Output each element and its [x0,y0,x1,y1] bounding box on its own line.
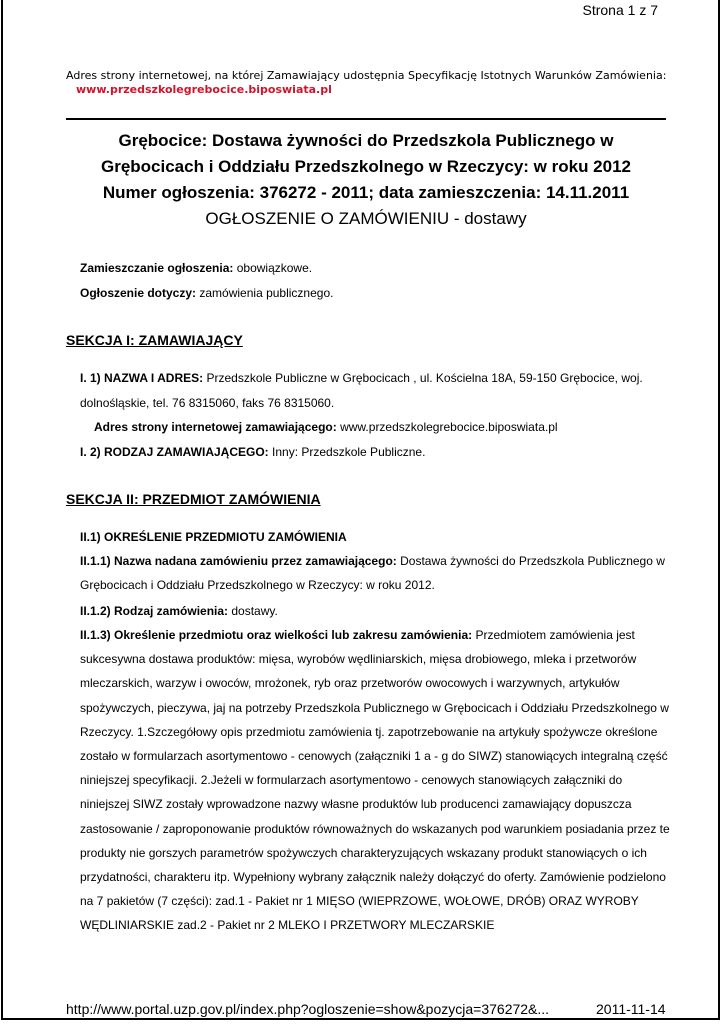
notice-title [66,128,666,232]
type-value: Inny: Przedszkole Publiczne. [272,445,426,459]
posting-value: obowiązkowe. [236,261,313,275]
title-line-1: Grębocice: Dostawa żywności do Przedszkola Publicznego w [118,131,614,150]
address-value: Przedszkole Publiczne w Grębocicach , ul. Kościelna 18A, 59-150 Grębocice, woj. [206,371,643,385]
website-label: Adres strony internetowej zamawiającego: [94,420,337,434]
concerns-row [80,286,333,300]
title-line-2: Grębocicach i Oddziału Przedszkolnego w Rzeczycy: w roku 2012 [100,157,631,176]
type-label: I. 2) RODZAJ ZAMAWIAJĄCEGO: [80,445,269,459]
footer-url[interactable]: http://www.portal.uzp.gov.pl/index.php?ogloszenie=show&pozycja=376272&... [66,1001,550,1017]
order-description-label: II.1.3) Określenie przedmiotu oraz wielkości lub zakresu zamówienia: [80,628,473,642]
concerns-label: Ogłoszenie dotyczy: [80,286,197,300]
posting-row [80,261,312,275]
order-name-value: Dostawa żywności do Przedszkola Publicznego w Grębocicach i Oddziału Przedszkolnego w Rzeczycy: w roku 2012. [80,554,665,593]
subject-subheading [80,530,347,544]
address-label: I. 1) NAZWA I ADRES: [80,371,204,385]
title-line-4: OGŁOSZENIE O ZAMÓWIENIU - dostawy [205,209,527,228]
order-kind-label: II.1.2) Rodzaj zamówienia: [80,604,229,618]
website-value[interactable]: www.przedszkolegrebocice.biposwiata.pl [340,420,558,434]
order-kind-row [80,604,278,618]
section-2-heading: SEKCJA II: PRZEDMIOT ZAMÓWIENIA [66,491,321,507]
header-divider [66,118,666,120]
spec-url-intro: Adres strony internetowej, na której Zamawiający udostępnia Specyfikację Istotnych Warunków Zamówienia: [66,69,667,82]
website-row [94,420,558,434]
footer-date: 2011-11-14 [596,1001,666,1017]
spec-url-link[interactable]: www.przedszkolegrebocice.biposwiata.pl [76,83,332,96]
concerns-value: zamówienia publicznego. [199,286,334,300]
order-description-value: Przedmiotem zamówienia jest sukcesywna dostawa produktów: mięsa, wyrobów wędliniarskich, mięsa drobiowego, mleka i przetworów mleczarskich, warzyw i owoców, mrożonek, ryb oraz przetworów owocowych i warzywnych, artykułów spożywczych, pieczywa, jaj na potrzeby Przedszkola Publicznego w Grębocicach i Oddziału Przedszkolnego w Rzeczycy. 1.Szczegółowy opis przedmiotu zamówienia tj. zapotrzebowanie na artykuły spożywcze określone zostało w formularzach asortymentowo - cenowych (załączniki 1 a - g do SIWZ) stanowiących integralną część niniejszej specyfikacji. 2.Jeżeli w formularzach asortymentowo - cenowych stanowiących załączniki do niniejszej SIWZ zostały wprowadzone nazwy własne produktów lub producenci zamawiający dopuszcza zastosowanie / zaproponowanie produktów równoważnych do wskazanych pod warunkiem posiadania przez te produkty nie gorszych parametrów spożywczych charakteryzujących wskazany produkt stanowiących o ich przydatności, charakteru itp. Wypełniony wybrany załącznik należy dołączyć do oferty. Zamówienie podzielono na 7 pakietów (7 części): zad.1 - Pakiet nr 1 MIĘSO (WIEPRZOWE, WOŁOWE, DRÓB) ORAZ WYROBY WĘDLINIARSKIE zad.2 - Pakiet nr 2 MLEKO I PRZETWORY MLECZARSKIE [80,628,670,933]
order-name-paragraph [80,549,670,597]
subject-subheading-text: II.1) OKREŚLENIE PRZEDMIOTU ZAMÓWIENIA [80,530,347,544]
address-row [80,371,643,385]
address-row-cont: dolnośląskie, tel. 76 8315060, faks 76 8315060. [80,396,335,410]
order-name-label: II.1.1) Nazwa nadana zamówieniu przez zamawiającego: [80,554,397,568]
page-number: Strona 1 z 7 [582,2,658,18]
type-row [80,445,425,459]
section-1-heading: SEKCJA I: ZAMAWIAJĄCY [66,332,243,348]
order-kind-value: dostawy. [231,604,278,618]
title-line-3: Numer ogłoszenia: 376272 - 2011; data zamieszczenia: 14.11.2011 [102,183,630,202]
posting-label: Zamieszczanie ogłoszenia: [80,261,234,275]
order-description-paragraph [80,623,670,938]
